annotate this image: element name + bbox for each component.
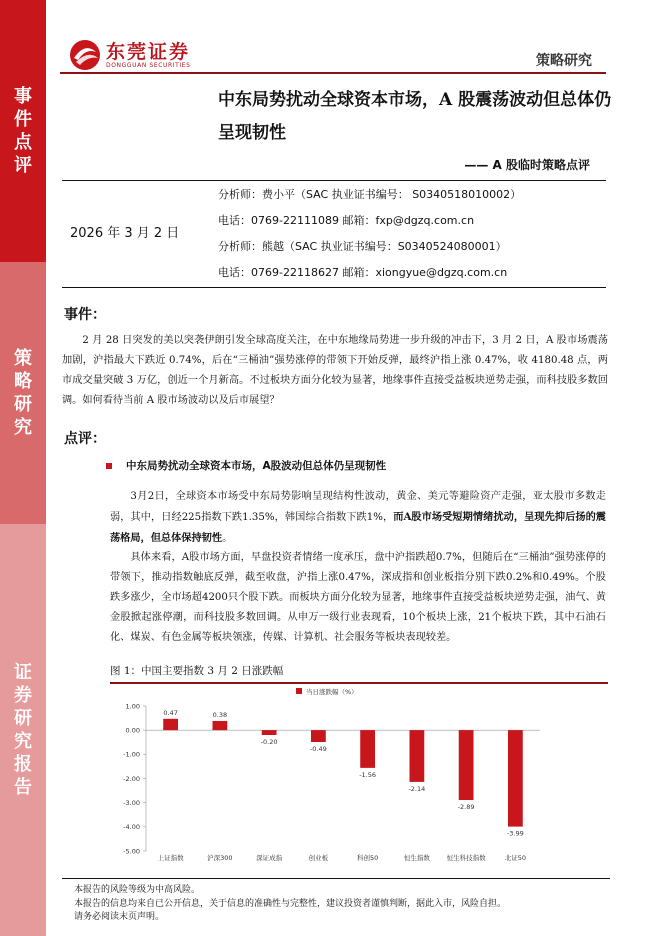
disclaimer-line-source: 本报告的信息均来自已公开信息，关于信息的准确性与完整性，建议投资者谨慎判断，据此入市，风险自担。 xyxy=(74,898,507,909)
data-label: -0.49 xyxy=(309,745,327,754)
bar xyxy=(311,730,326,742)
side-section-securities-report xyxy=(0,524,46,936)
comment-paragraph-1 xyxy=(110,487,606,549)
disclaimer-line-notice: 请务必阅读末页声明。 xyxy=(74,912,165,922)
analyst-1-credentials: 分析师：费小平（SAC 执业证书编号： S0340518010002） xyxy=(218,188,522,201)
side-label: 事 件 点 评 xyxy=(14,86,32,176)
report-date: 2026 年 3 月 2 日 xyxy=(70,226,180,241)
report-category: 策略研究 xyxy=(536,53,592,69)
bullet-square-icon xyxy=(106,463,112,469)
report-title: 中东局势扰动全球资本市场，A 股震荡波动但总体仍呈现韧性 xyxy=(218,90,612,143)
x-tick-label: 深证成指 xyxy=(256,854,283,862)
p1-normal: 3月2日，全球资本市场受中东局势影响呈现结构性波动，黄金、美元等避险资产走强，亚太股市多数走弱，其中，日经225指数下跌1.35%，韩国综合指数下跌1%， xyxy=(110,491,606,523)
data-label: -2.14 xyxy=(408,784,426,793)
info-top-rule xyxy=(62,180,606,181)
y-tick-label: -2.00 xyxy=(123,774,140,783)
analyst-2-contact: 电话：0769-22118627 邮箱：xiongyue@dgzq.com.cn xyxy=(218,266,508,279)
x-tick-label: 科创50 xyxy=(356,854,379,862)
logo-name-en: DONGGUAN SECURITIES xyxy=(106,61,191,69)
header-divider xyxy=(60,72,606,74)
p1-end: 。 xyxy=(222,533,233,544)
x-tick-label: 恒生科技指数 xyxy=(446,854,486,862)
data-label: 0.47 xyxy=(163,708,178,717)
report-subtitle: —— A 股临时策略点评 xyxy=(464,158,590,172)
y-tick-label: 0.00 xyxy=(125,726,140,735)
data-label: -2.89 xyxy=(457,803,475,812)
index-change-chart xyxy=(110,684,550,874)
side-section-strategy xyxy=(0,262,46,524)
figure-bottom-rule xyxy=(62,878,610,879)
event-heading: 事件： xyxy=(64,307,106,323)
bar xyxy=(360,730,375,768)
x-tick-label: 沪深300 xyxy=(207,854,233,862)
info-bottom-rule xyxy=(62,287,606,288)
data-label: -0.20 xyxy=(260,738,278,746)
bar xyxy=(163,719,178,730)
data-label: 0.38 xyxy=(212,710,228,719)
p1-bold: 而A股市场受短期情绪扰动，呈现先抑后扬的震荡格局，但总体保持韧性 xyxy=(110,511,606,544)
side-section-event-comment xyxy=(0,0,46,262)
legend-label: 当日涨跌幅（%） xyxy=(306,688,358,696)
disclaimer-line-risk: 本报告的风险等级为中高风险。 xyxy=(74,885,201,895)
y-tick-label: -4.00 xyxy=(123,823,140,832)
x-tick-label: 上证指数 xyxy=(157,854,184,862)
data-label: -3.99 xyxy=(506,829,524,838)
x-axis-labels xyxy=(158,853,526,862)
bar xyxy=(508,730,523,826)
chart-legend xyxy=(296,687,358,696)
analyst-2-credentials: 分析师：熊越（SAC 执业证书编号：S0340524080001） xyxy=(218,240,507,253)
event-text: 2 月 28 日突发的美以突袭伊朗引发全球高度关注，在中东地缘局势进一步升级的冲击下，3 月 2 日，A 股市场震荡加剧，沪指最大下跌近 0.74%，后在“三桶油”强势涨停的带领下开始反弹，最终沪指上涨 0.47%，收 4180.48 点，两市成交量突破 3 万亿，创近一个月新高。不过板块方面分化较为显著，地缘事件直接受益板块逆势走强，而科技股多数回调。如何看待当前 A 股市场波动以及后市展望？ xyxy=(62,335,608,406)
side-label: 策 略 研 究 xyxy=(14,348,32,438)
disclaimer xyxy=(74,884,506,925)
bar xyxy=(212,721,227,730)
y-tick-label: -3.00 xyxy=(123,798,140,807)
y-tick-label: -5.00 xyxy=(123,847,140,856)
bar xyxy=(459,730,474,800)
analyst-1-contact: 电话：0769-22111089 邮箱：fxp@dgzq.com.cn xyxy=(218,214,475,227)
x-tick-label: 创业板 xyxy=(308,854,329,862)
y-tick-label: -1.00 xyxy=(123,750,140,759)
comment-heading: 点评： xyxy=(64,431,106,447)
comment-paragraph-2: 具体来看，A股市场方面，早盘投资者情绪一度承压，盘中沪指跌超0.7%，但随后在“三桶油”强势涨停的带领下，推动指数触底反弹，截至收盘，沪指上涨0.47%，深成指和创业板指分别下跌0.2%和0.49%。个股跌多涨少，全市场超4200只个股下跌。而板块方面分化较为显著，地缘事件直接受益板块逆势走强，油气、黄金股掀起涨停潮，而科技股多数回调。从申万一级行业表现看，10个板块上涨，21个板块下跌，其中石油石化、煤炭、有色金属等板块领涨，传媒、计算机、社会服务等板块表现较差。 xyxy=(110,552,606,643)
comment-bullet xyxy=(106,458,386,473)
logo-name-cn: 东莞证券 xyxy=(106,40,191,63)
data-label: -1.56 xyxy=(359,770,377,779)
x-tick-label: 恒生指数 xyxy=(403,854,430,862)
y-tick-label: 1.00 xyxy=(125,702,140,711)
company-logo xyxy=(68,38,191,72)
comment-bullet-text: 中东局势扰动全球资本市场，A股波动但总体仍呈现韧性 xyxy=(126,460,387,472)
figure-caption: 图 1：中国主要指数 3 月 2 日涨跌幅 xyxy=(110,665,284,677)
bar xyxy=(409,730,424,782)
legend-swatch xyxy=(296,688,302,694)
x-tick-label: 北证50 xyxy=(504,854,527,862)
logo-mark-icon xyxy=(68,38,102,72)
y-axis xyxy=(123,702,540,855)
side-label: 证 券 研 究 报 告 xyxy=(14,662,32,798)
side-banner xyxy=(0,0,46,936)
bar xyxy=(262,730,277,735)
